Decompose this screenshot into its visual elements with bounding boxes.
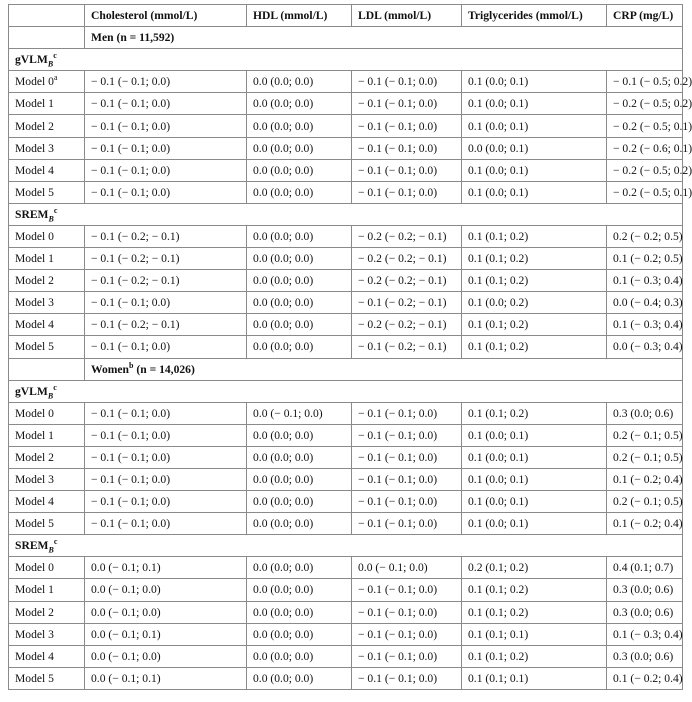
model-cell — [9, 159, 85, 181]
value-cell: − 0.2 (− 0.5; 0.2) — [607, 159, 683, 181]
table-row — [9, 424, 683, 446]
value-cell: 0.1 (0.0; 0.1) — [462, 468, 607, 490]
results-table — [8, 4, 692, 690]
value-cell: − 0.1 (− 0.1; 0.0) — [85, 93, 247, 115]
table-row — [9, 292, 683, 314]
value-cell: − 0.1 (− 0.1; 0.0) — [85, 336, 247, 358]
value-cell: 0.1 (− 0.3; 0.4) — [607, 270, 683, 292]
value-cell: − 0.1 (− 0.1; 0.0) — [352, 137, 462, 159]
value-cell: − 0.1 (− 0.1; 0.0) — [352, 491, 462, 513]
model-label: Model 4 — [15, 163, 54, 177]
value-cell: − 0.1 (− 0.1; 0.0) — [352, 159, 462, 181]
model-label: Model 5 — [15, 340, 54, 354]
value-cell: 0.0 (0.0; 0.0) — [247, 137, 352, 159]
value-cell: 0.0 (− 0.1; 0.1) — [85, 557, 247, 579]
value-cell: 0.1 (− 0.3; 0.4) — [607, 314, 683, 336]
value-cell: − 0.1 (− 0.1; 0.0) — [352, 93, 462, 115]
value-cell: 0.1 (− 0.2; 0.4) — [607, 667, 683, 689]
value-cell: 0.3 (0.0; 0.6) — [607, 579, 683, 601]
value-cell: − 0.1 (− 0.1; 0.0) — [352, 181, 462, 203]
value-cell: − 0.1 (− 0.1; 0.0) — [85, 513, 247, 535]
value-cell: − 0.2 (− 0.5; 0.2) — [607, 93, 683, 115]
table-row — [9, 115, 683, 137]
model-label: Model 3 — [15, 627, 54, 641]
model-label: Model 5 — [15, 671, 54, 685]
table-row — [9, 336, 683, 358]
value-cell: 0.0 (0.0; 0.0) — [247, 667, 352, 689]
model-cell — [9, 468, 85, 490]
value-cell: − 0.1 (− 0.1; 0.0) — [85, 292, 247, 314]
value-cell: 0.0 (− 0.1; 0.0) — [247, 402, 352, 424]
value-cell: 0.1 (− 0.3; 0.4) — [607, 623, 683, 645]
value-cell: − 0.1 (− 0.1; 0.0) — [352, 579, 462, 601]
value-cell: 0.4 (0.1; 0.7) — [607, 557, 683, 579]
value-cell: 0.2 (0.1; 0.2) — [462, 557, 607, 579]
value-cell: 0.0 (0.0; 0.0) — [247, 491, 352, 513]
value-cell: − 0.1 (− 0.1; 0.0) — [352, 402, 462, 424]
value-cell: − 0.1 (− 0.2; − 0.1) — [85, 314, 247, 336]
model-label: Model 0 — [15, 229, 54, 243]
value-cell: 0.0 (0.0; 0.0) — [247, 424, 352, 446]
header-cell-crp: CRP (mg/L) — [607, 5, 683, 27]
model-label: Model 2 — [15, 119, 54, 133]
section-empty-cell — [9, 27, 85, 49]
section-row — [9, 358, 683, 380]
model-cell — [9, 71, 85, 93]
value-cell: − 0.1 (− 0.1; 0.0) — [85, 115, 247, 137]
section-empty-cell — [9, 358, 85, 380]
value-cell: 0.0 (0.0; 0.0) — [247, 623, 352, 645]
value-cell: 0.3 (0.0; 0.6) — [607, 601, 683, 623]
model-cell — [9, 446, 85, 468]
model-label: Model 0 — [15, 406, 54, 420]
value-cell: 0.3 (0.0; 0.6) — [607, 402, 683, 424]
value-cell: 0.0 (0.0; 0.0) — [247, 93, 352, 115]
header-cell-triglycerides: Triglycerides (mmol/L) — [462, 5, 607, 27]
value-cell: − 0.2 (− 0.2; − 0.1) — [352, 270, 462, 292]
model-label: Model 3 — [15, 141, 54, 155]
value-cell: 0.0 (0.0; 0.0) — [247, 181, 352, 203]
value-cell: 0.1 (0.0; 0.1) — [462, 513, 607, 535]
model-label: Model 3 — [15, 473, 54, 487]
value-cell: 0.2 (− 0.1; 0.5) — [607, 424, 683, 446]
value-cell: 0.2 (− 0.2; 0.5) — [607, 225, 683, 247]
model-cell — [9, 248, 85, 270]
group-title — [9, 535, 683, 557]
model-cell — [9, 292, 85, 314]
table-row — [9, 225, 683, 247]
model-cell — [9, 645, 85, 667]
value-cell: 0.1 (0.1; 0.2) — [462, 270, 607, 292]
value-cell: − 0.2 (− 0.2; − 0.1) — [352, 225, 462, 247]
value-cell: − 0.2 (− 0.2; − 0.1) — [352, 314, 462, 336]
group-name: gVLM — [15, 53, 48, 67]
section-label: Men — [91, 31, 114, 45]
table-row — [9, 314, 683, 336]
value-cell: − 0.1 (− 0.1; 0.0) — [352, 424, 462, 446]
value-cell: − 0.1 (− 0.2; − 0.1) — [85, 248, 247, 270]
value-cell: 0.1 (− 0.2; 0.4) — [607, 513, 683, 535]
value-cell: 0.0 (0.0; 0.0) — [247, 314, 352, 336]
value-cell: − 0.1 (− 0.1; 0.0) — [352, 71, 462, 93]
value-cell: 0.3 (0.0; 0.6) — [607, 645, 683, 667]
model-label: Model 3 — [15, 296, 54, 310]
value-cell: 0.0 (− 0.1; 0.1) — [85, 667, 247, 689]
value-cell: − 0.1 (− 0.1; 0.0) — [352, 115, 462, 137]
model-label: Model 2 — [15, 450, 54, 464]
value-cell: 0.1 (0.1; 0.2) — [462, 336, 607, 358]
value-cell: 0.0 (0.0; 0.0) — [247, 601, 352, 623]
section-title — [85, 27, 683, 49]
header-cell-corner — [9, 5, 85, 27]
value-cell: − 0.1 (− 0.1; 0.0) — [352, 623, 462, 645]
value-cell: − 0.1 (− 0.1; 0.0) — [85, 181, 247, 203]
value-cell: 0.1 (0.0; 0.1) — [462, 181, 607, 203]
model-cell — [9, 137, 85, 159]
model-cell — [9, 557, 85, 579]
table-body — [9, 27, 692, 690]
model-cell — [9, 270, 85, 292]
model-label: Model 0 — [15, 561, 54, 575]
model-cell — [9, 601, 85, 623]
value-cell: − 0.1 (− 0.1; 0.0) — [85, 491, 247, 513]
group-subscript: B — [48, 214, 54, 224]
value-cell: 0.0 (0.0; 0.0) — [247, 270, 352, 292]
value-cell: − 0.1 (− 0.1; 0.0) — [352, 601, 462, 623]
section-count: (n = 14,026) — [136, 362, 195, 376]
model-label: Model 5 — [15, 185, 54, 199]
table-row — [9, 601, 683, 623]
value-cell: − 0.1 (− 0.2; − 0.1) — [352, 292, 462, 314]
value-cell: − 0.1 (− 0.1; 0.0) — [352, 468, 462, 490]
value-cell: 0.0 (0.0; 0.0) — [247, 557, 352, 579]
model-cell — [9, 513, 85, 535]
model-cell — [9, 667, 85, 689]
value-cell: − 0.1 (− 0.1; 0.0) — [352, 513, 462, 535]
model-cell — [9, 579, 85, 601]
value-cell: 0.0 (0.0; 0.0) — [247, 225, 352, 247]
value-cell: 0.1 (0.1; 0.2) — [462, 645, 607, 667]
value-cell: − 0.1 (− 0.2; − 0.1) — [352, 336, 462, 358]
value-cell: 0.0 (0.0; 0.0) — [247, 336, 352, 358]
value-cell: − 0.1 (− 0.1; 0.0) — [352, 446, 462, 468]
value-cell: 0.0 (− 0.1; 0.0) — [85, 645, 247, 667]
table-row — [9, 402, 683, 424]
group-row — [9, 203, 683, 225]
group-footnote-mark: c — [53, 206, 58, 216]
group-row — [9, 49, 683, 71]
model-label: Model 4 — [15, 649, 54, 663]
section-count: (n = 11,592) — [116, 31, 175, 45]
value-cell: 0.0 (0.0; 0.0) — [247, 645, 352, 667]
table-row — [9, 468, 683, 490]
model-label: Model 1 — [15, 428, 54, 442]
model-cell — [9, 181, 85, 203]
model-label: Model 4 — [15, 495, 54, 509]
value-cell: 0.0 (0.0; 0.0) — [247, 159, 352, 181]
group-row — [9, 535, 683, 557]
header-row — [9, 5, 683, 27]
value-cell: 0.1 (0.1; 0.2) — [462, 225, 607, 247]
value-cell: 0.1 (− 0.2; 0.5) — [607, 248, 683, 270]
model-cell — [9, 623, 85, 645]
group-subscript: B — [47, 390, 54, 400]
table-row — [9, 557, 683, 579]
model-cell — [9, 336, 85, 358]
value-cell: 0.0 (0.0; 0.0) — [247, 579, 352, 601]
value-cell: − 0.1 (− 0.1; 0.0) — [352, 645, 462, 667]
header-cell-hdl: HDL (mmol/L) — [247, 5, 352, 27]
table-row — [9, 667, 683, 689]
group-name: SREM — [15, 207, 49, 221]
model-label: Model 1 — [15, 583, 54, 597]
table-row — [9, 446, 683, 468]
value-cell: 0.1 (0.1; 0.2) — [462, 248, 607, 270]
value-cell: 0.0 (− 0.1; 0.0) — [85, 601, 247, 623]
group-footnote-mark: c — [53, 382, 57, 392]
group-footnote-mark: c — [53, 537, 58, 547]
value-cell: 0.0 (− 0.1; 0.0) — [85, 579, 247, 601]
value-cell: 0.1 (0.0; 0.1) — [462, 93, 607, 115]
value-cell: 0.0 (0.0; 0.0) — [247, 513, 352, 535]
value-cell: − 0.1 (− 0.1; 0.0) — [85, 159, 247, 181]
value-cell: 0.0 (0.0; 0.1) — [462, 137, 607, 159]
model-cell — [9, 402, 85, 424]
table-row — [9, 645, 683, 667]
value-cell: − 0.2 (− 0.5; 0.1) — [607, 115, 683, 137]
table-row — [9, 159, 683, 181]
value-cell: − 0.2 (− 0.5; 0.1) — [607, 181, 683, 203]
value-cell: 0.2 (− 0.1; 0.5) — [607, 446, 683, 468]
value-cell: − 0.1 (− 0.2; − 0.1) — [85, 270, 247, 292]
value-cell: 0.0 (− 0.1; 0.0) — [352, 557, 462, 579]
table-row — [9, 513, 683, 535]
value-cell: − 0.1 (− 0.5; 0.2) — [607, 71, 683, 93]
header-cell-cholesterol: Cholesterol (mmol/L) — [85, 5, 247, 27]
value-cell: 0.0 (0.0; 0.0) — [247, 115, 352, 137]
table-row — [9, 579, 683, 601]
value-cell: − 0.1 (− 0.1; 0.0) — [85, 402, 247, 424]
value-cell: 0.0 (0.0; 0.0) — [247, 468, 352, 490]
value-cell: 0.1 (0.0; 0.1) — [462, 424, 607, 446]
model-footnote-mark: a — [53, 73, 58, 83]
value-cell: 0.1 (0.1; 0.1) — [462, 667, 607, 689]
value-cell: 0.1 (0.0; 0.1) — [462, 115, 607, 137]
value-cell: 0.1 (0.1; 0.2) — [462, 601, 607, 623]
table-row — [9, 270, 683, 292]
value-cell: 0.0 (0.0; 0.0) — [247, 292, 352, 314]
model-cell — [9, 424, 85, 446]
value-cell: − 0.1 (− 0.1; 0.0) — [85, 446, 247, 468]
group-title — [9, 380, 683, 402]
value-cell: − 0.1 (− 0.1; 0.0) — [352, 667, 462, 689]
group-row — [9, 380, 683, 402]
group-title — [9, 49, 683, 71]
model-cell — [9, 225, 85, 247]
model-cell — [9, 93, 85, 115]
value-cell: 0.0 (− 0.4; 0.3) — [607, 292, 683, 314]
value-cell: 0.1 (0.0; 0.1) — [462, 71, 607, 93]
value-cell: 0.1 (0.0; 0.1) — [462, 491, 607, 513]
table-row — [9, 137, 683, 159]
model-label: Model 0 — [15, 75, 54, 89]
value-cell: 0.0 (0.0; 0.0) — [247, 248, 352, 270]
table-row — [9, 93, 683, 115]
value-cell: 0.1 (0.1; 0.2) — [462, 314, 607, 336]
section-title — [85, 358, 683, 380]
model-cell — [9, 115, 85, 137]
section-label: Women — [91, 362, 130, 376]
model-label: Model 1 — [15, 252, 54, 266]
model-cell — [9, 491, 85, 513]
value-cell: − 0.1 (− 0.1; 0.0) — [85, 468, 247, 490]
model-label: Model 2 — [15, 274, 54, 288]
table-row — [9, 71, 683, 93]
model-label: Model 4 — [15, 318, 54, 332]
table-row — [9, 491, 683, 513]
model-label: Model 5 — [15, 517, 54, 531]
value-cell: 0.0 (0.0; 0.0) — [247, 446, 352, 468]
model-label: Model 1 — [15, 97, 54, 111]
value-cell: 0.0 (0.0; 0.0) — [247, 71, 352, 93]
group-title — [9, 203, 683, 225]
group-footnote-mark: c — [53, 51, 57, 61]
value-cell: 0.1 (0.0; 0.2) — [462, 292, 607, 314]
value-cell: − 0.2 (− 0.6; 0.1) — [607, 137, 683, 159]
section-row — [9, 27, 683, 49]
table-row — [9, 248, 683, 270]
model-cell — [9, 314, 85, 336]
group-name: gVLM — [15, 384, 48, 398]
group-subscript: B — [48, 545, 54, 555]
value-cell: − 0.1 (− 0.1; 0.0) — [85, 71, 247, 93]
value-cell: 0.2 (− 0.1; 0.5) — [607, 491, 683, 513]
value-cell: 0.1 (0.1; 0.2) — [462, 579, 607, 601]
value-cell: 0.1 (− 0.2; 0.4) — [607, 468, 683, 490]
value-cell: 0.0 (− 0.3; 0.4) — [607, 336, 683, 358]
table-row — [9, 623, 683, 645]
group-subscript: B — [47, 59, 54, 69]
value-cell: 0.1 (0.1; 0.2) — [462, 402, 607, 424]
value-cell: − 0.1 (− 0.2; − 0.1) — [85, 225, 247, 247]
value-cell: 0.1 (0.0; 0.1) — [462, 446, 607, 468]
value-cell: − 0.1 (− 0.1; 0.0) — [85, 424, 247, 446]
value-cell: − 0.1 (− 0.1; 0.0) — [85, 137, 247, 159]
table-row — [9, 181, 683, 203]
header-cell-ldl: LDL (mmol/L) — [352, 5, 462, 27]
model-label: Model 2 — [15, 605, 54, 619]
section-footnote-mark: b — [129, 360, 134, 370]
group-name: SREM — [15, 539, 49, 553]
value-cell: 0.0 (− 0.1; 0.1) — [85, 623, 247, 645]
value-cell: − 0.2 (− 0.2; − 0.1) — [352, 248, 462, 270]
value-cell: 0.1 (0.1; 0.1) — [462, 623, 607, 645]
value-cell: 0.1 (0.0; 0.1) — [462, 159, 607, 181]
